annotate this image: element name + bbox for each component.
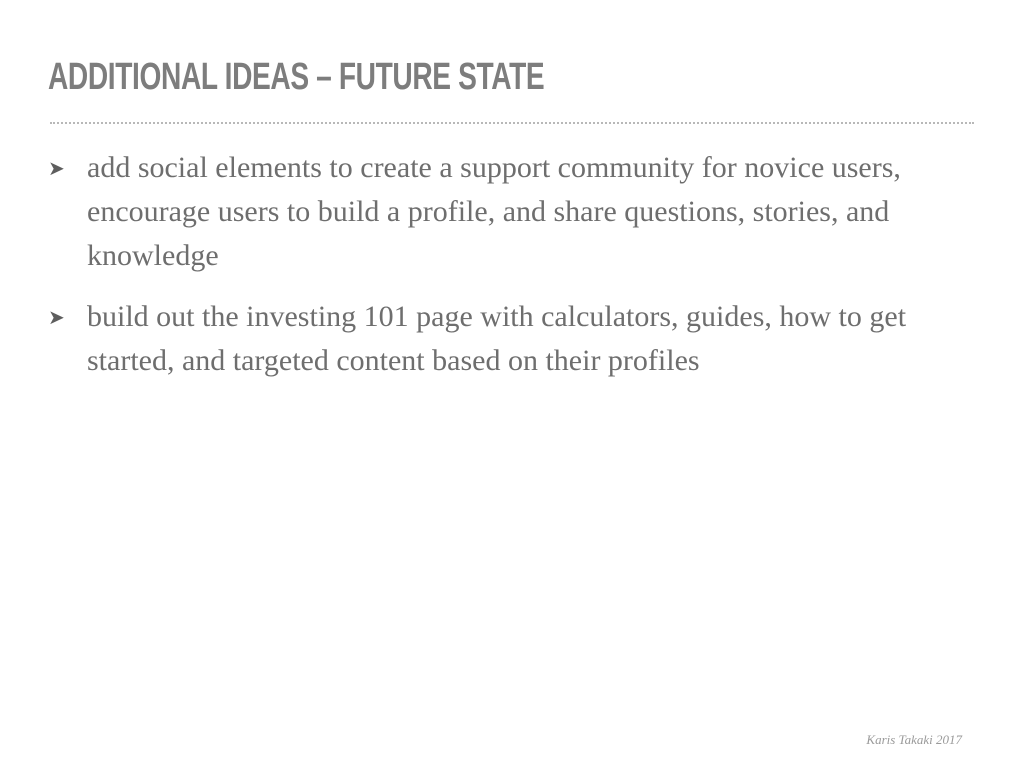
bullet-text: add social elements to create a support community for novice users, encourage users to build a profile, and share questions, stories, and knowledge [87,151,901,272]
slide-title: ADDITIONAL IDEAS – FUTURE STATE [48,56,545,98]
arrowhead-bullet-icon: ➤ [48,156,65,180]
footer-credit: Karis Takaki 2017 [866,732,962,747]
bullet-list [48,146,978,383]
title-divider [50,122,974,124]
bullet-text: build out the investing 101 page with calculators, guides, how to get started, and targeted content based on their profiles [87,300,907,377]
arrowhead-bullet-icon: ➤ [48,305,65,329]
bullet-item [48,146,978,278]
bullet-item [48,295,978,383]
